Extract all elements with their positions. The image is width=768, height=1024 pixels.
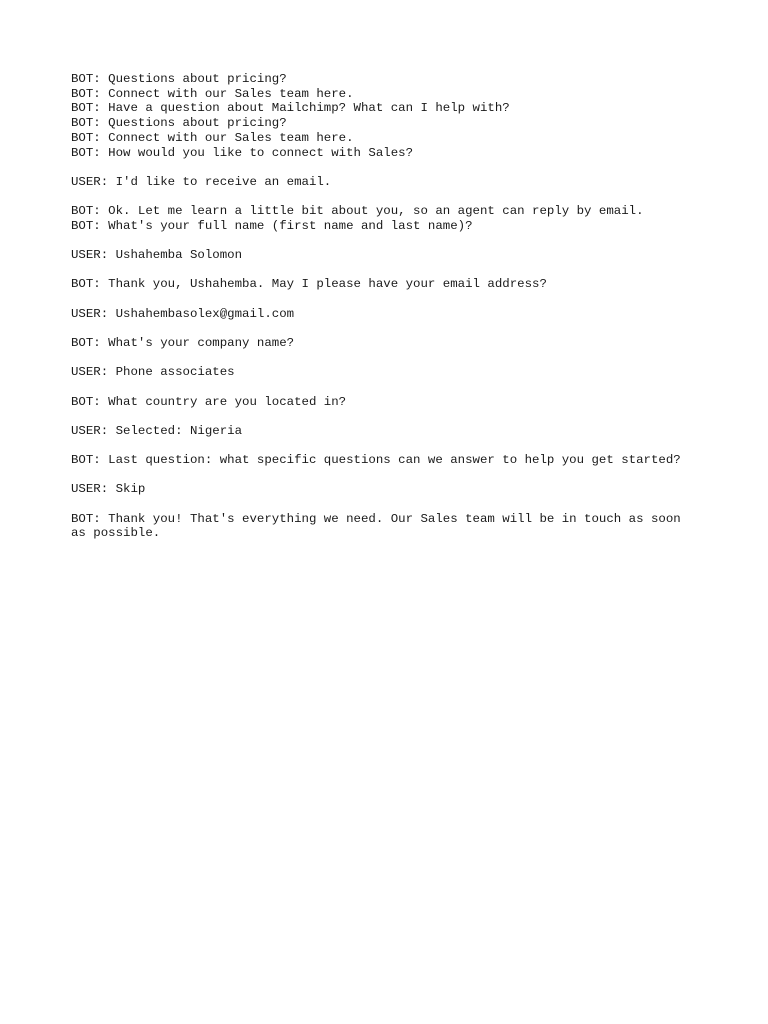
user-message: USER: I'd like to receive an email. bbox=[71, 174, 332, 189]
transcript-block bbox=[71, 204, 693, 233]
transcript-block bbox=[71, 175, 693, 190]
bot-message: BOT: Last question: what specific questions can we answer to help you get started? bbox=[71, 453, 681, 468]
bot-message: BOT: What's your full name (first name and last name)? bbox=[71, 218, 473, 233]
bot-message: BOT: What's your company name? bbox=[71, 336, 295, 350]
transcript-block bbox=[71, 248, 693, 263]
transcript-block bbox=[71, 277, 693, 292]
transcript-block bbox=[71, 336, 693, 351]
transcript-block bbox=[71, 512, 693, 541]
bot-message: BOT: Connect with our Sales team here. bbox=[71, 86, 354, 101]
bot-message: BOT: Ok. Let me learn a little bit about you, so an agent can reply by email. bbox=[71, 204, 644, 219]
bot-message: BOT: Connect with our Sales team here. bbox=[71, 130, 354, 145]
user-message: USER: Ushahembasolex@gmail.com bbox=[71, 306, 295, 321]
transcript-block bbox=[71, 72, 693, 160]
bot-message: BOT: Thank you, Ushahemba. May I please have your email address? bbox=[71, 277, 547, 292]
bot-message: BOT: Thank you! That's everything we need. Our Sales team will be in touch as soon as possible. bbox=[71, 511, 689, 541]
bot-message: BOT: What country are you located in? bbox=[71, 394, 347, 409]
bot-message: BOT: How would you like to connect with Sales? bbox=[71, 145, 414, 160]
bot-message: BOT: Questions about pricing? bbox=[71, 116, 287, 131]
transcript-block bbox=[71, 482, 693, 497]
transcript-block bbox=[71, 307, 693, 322]
user-message: USER: Skip bbox=[71, 482, 146, 497]
user-message: USER: Ushahemba Solomon bbox=[71, 248, 243, 263]
transcript-block bbox=[71, 365, 693, 380]
transcript-block bbox=[71, 424, 693, 439]
transcript-block bbox=[71, 453, 693, 468]
transcript-block bbox=[71, 395, 693, 410]
bot-message: BOT: Have a question about Mailchimp? What can I help with? bbox=[71, 101, 510, 116]
user-message: USER: Phone associates bbox=[71, 365, 235, 380]
bot-message: BOT: Questions about pricing? bbox=[71, 72, 287, 86]
chat-transcript bbox=[71, 72, 693, 556]
user-message: USER: Selected: Nigeria bbox=[71, 423, 243, 438]
